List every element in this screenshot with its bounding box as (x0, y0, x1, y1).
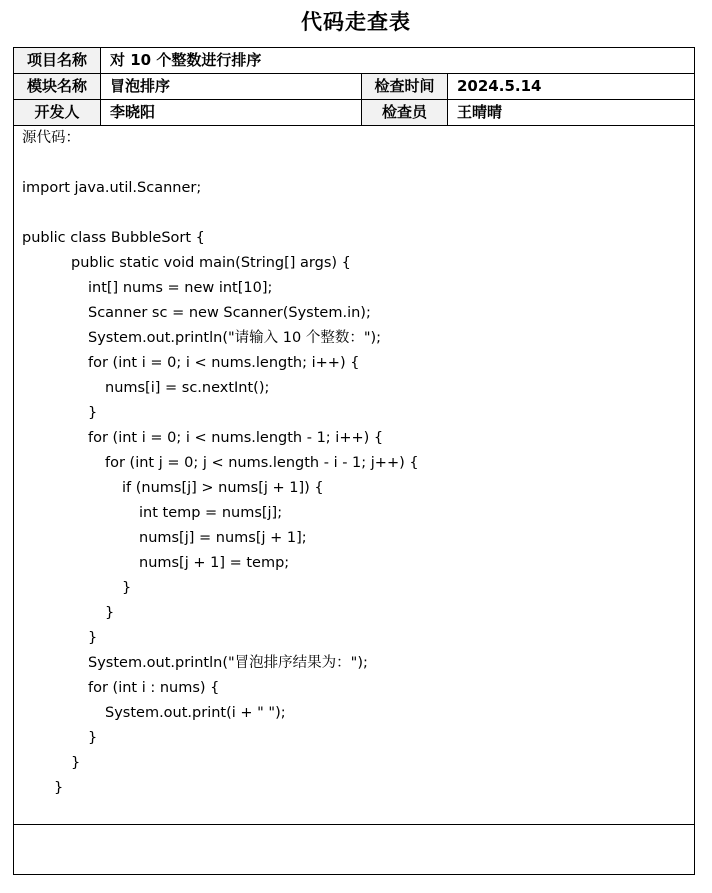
project-row (14, 48, 694, 74)
code-line: System.out.println("冒泡排序结果为："); (88, 655, 368, 671)
code-review-form (13, 47, 695, 875)
inspector-value: 王晴晴 (457, 103, 503, 121)
code-line: for (int i : nums) { (88, 680, 220, 696)
source-label: 源代码： (22, 130, 80, 146)
empty-footer-row (14, 825, 694, 874)
developer-label: 开发人 (14, 100, 101, 125)
module-value: 冒泡排序 (101, 74, 362, 99)
code-line: } (122, 580, 132, 596)
code-line: public class BubbleSort { (22, 230, 205, 246)
developer-value: 李晓阳 (101, 100, 362, 125)
code-line: public static void main(String[] args) { (71, 255, 351, 271)
source-code-area (14, 126, 694, 825)
code-line: } (88, 630, 98, 646)
project-label: 项目名称 (14, 48, 101, 73)
module-label: 模块名称 (14, 74, 101, 99)
code-line: nums[i] = sc.nextInt(); (105, 380, 270, 396)
inspector-label: 检查员 (362, 100, 448, 125)
code-line: if (nums[j] > nums[j + 1]) { (122, 480, 324, 496)
code-line: for (int i = 0; i < nums.length; i++) { (88, 355, 360, 371)
developer-row (14, 100, 694, 126)
check-time-value: 2024.5.14 (457, 77, 542, 95)
code-line: } (71, 755, 81, 771)
code-line: for (int i = 0; i < nums.length - 1; i++) { (88, 430, 384, 446)
code-line: } (88, 405, 98, 421)
check-time-label: 检查时间 (362, 74, 448, 99)
code-line: int temp = nums[j]; (139, 505, 283, 521)
code-line: Scanner sc = new Scanner(System.in); (88, 305, 371, 321)
document-title: 代码走查表 (301, 10, 411, 34)
code-line: } (54, 780, 64, 796)
code-line: nums[j + 1] = temp; (139, 555, 290, 571)
code-line: for (int j = 0; j < nums.length - i - 1; j++) { (105, 455, 419, 471)
code-line: System.out.println("请输入 10 个整数："); (88, 330, 382, 346)
code-line: } (88, 730, 98, 746)
code-line: System.out.print(i + " "); (105, 705, 286, 721)
project-value: 对 10 个整数进行排序 (110, 51, 262, 69)
code-line: } (105, 605, 115, 621)
module-row (14, 74, 694, 100)
code-line: int[] nums = new int[10]; (88, 280, 273, 296)
code-line: nums[j] = nums[j + 1]; (139, 530, 307, 546)
code-line: import java.util.Scanner; (22, 180, 202, 196)
